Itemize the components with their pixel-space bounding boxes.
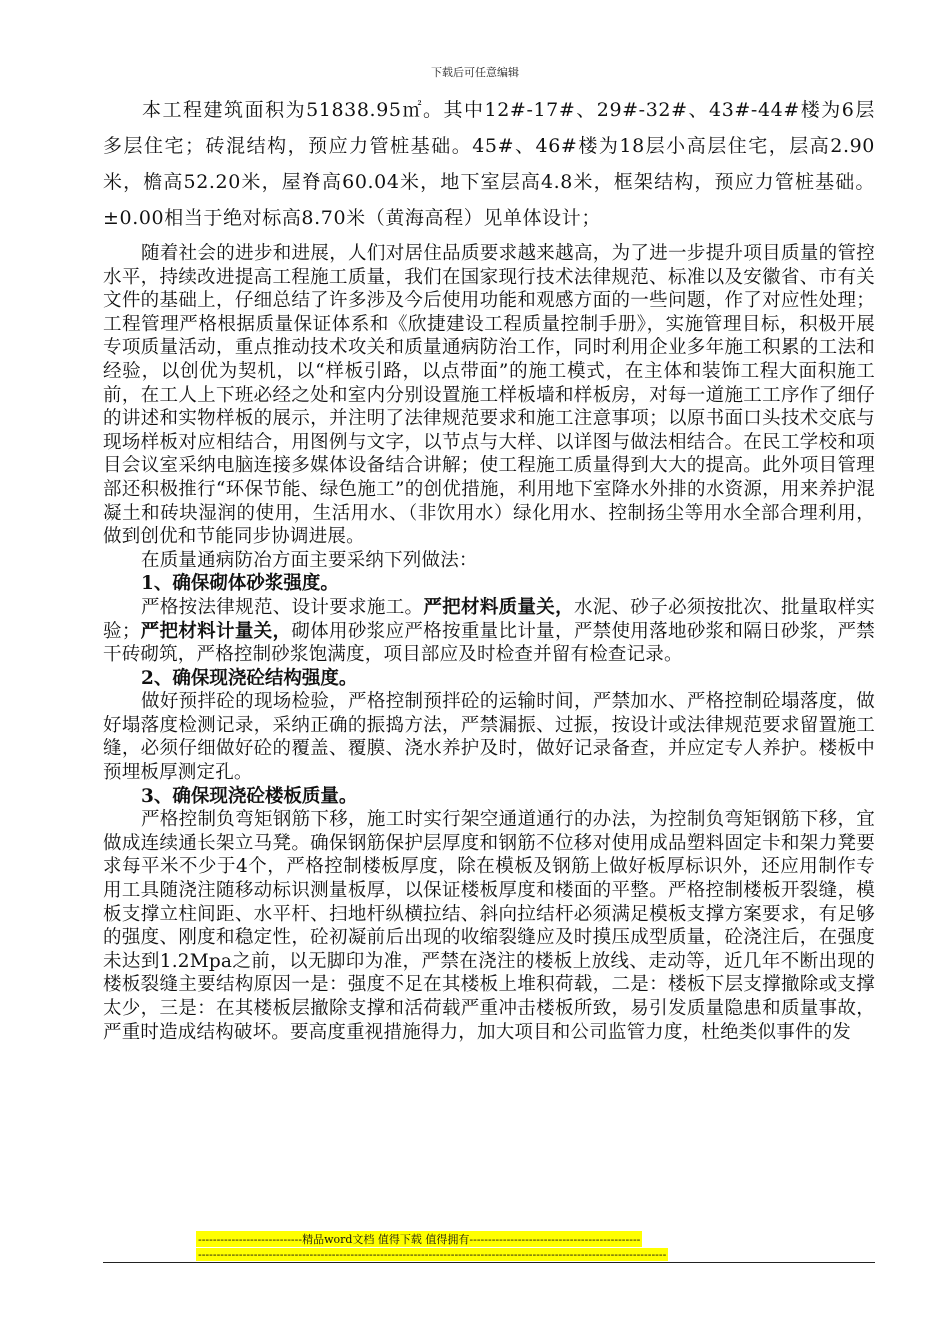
page-header: 下载后可任意编辑 xyxy=(431,66,519,79)
paragraph-concrete-strength: 做好预拌砼的现场检验，严格控制预拌砼的运输时间，严禁加水、严格控制砼塌落度，做好塌落度检测记录，采纳正确的振捣方法，严禁漏振、过振，按设计或法律规范要求留置施工缝，必须仔细做好砼的覆盖、覆膜、浇水养护及时，做好记录备查，并应定专人养护。楼板中预埋板厚测定孔。 xyxy=(103,691,875,784)
text-segment: 砌体用砂浆应严格按重量比计量，严禁使用落地砂浆和隔日砂浆，严禁干砖砌筑，严格控制砂浆饱满度，项目部应及时检查并留有检查记录。 xyxy=(103,620,876,666)
text-segment: 水泥、砂子必须按批次、批量取样实验； xyxy=(103,596,875,642)
document-body xyxy=(103,92,875,1044)
paragraph-slab-quality: 严格控制负弯矩钢筋下移，施工时实行架空通道通行的办法，为控制负弯矩钢筋下移，宜做成连续通长架立马凳。确保钢筋保护层厚度和钢筋不位移对使用成品塑料固定卡和架力凳要求每平米不少于4个，严格控制楼板厚度，除在模板及钢筋上做好板厚标识外，还应用制作专用工具随浇注随移动标识测量板厚，以保证楼板厚度和楼面的平整。严格控制楼板开裂缝，模板支撑立柱间距、水平杆、扫地杆纵横拉结、斜向拉结杆必须满足模板支撑方案要求，有足够的强度、刚度和稳定性，砼初凝前后出现的收缩裂缝应及时摸压成型质量，砼浇注后，在强度未达到1.2Mpa之前，以无脚印为准，严禁在浇注的楼板上放线、走动等，近几年不断出现的楼板裂缝主要结构原因一是：强度不足在其楼板上堆积荷载，二是：楼板下层支撑撤除或支撑太少，三是：在其楼板层撤除支撑和活荷载严重冲击楼板所致，易引发质量隐患和质量事故，严重时造成结构破坏。要高度重视措施得力，加大项目和公司监管力度，杜绝类似事件的发 xyxy=(103,809,875,1043)
paragraph-project-overview: 本工程建筑面积为51838.95㎡。其中12#-17#、29#-32#、43#-44#楼为6层多层住宅；砖混结构，预应力管桩基础。45#、46#楼为18层小高层住宅，层高2.90米，檐高52.20米，屋脊高60.04米，地下室层高4.8米，框架结构，预应力管桩基础。±0.00相当于绝对标高8.70米（黄海高程）见单体设计； xyxy=(103,99,875,229)
text-segment: 严格按法律规范、设计要求施工。 xyxy=(141,596,424,618)
paragraph-intro-measures: 在质量通病防冶方面主要采纳下列做法： xyxy=(141,549,478,571)
footer-banner xyxy=(196,1231,668,1261)
bold-material-quality: 严把材料质量关， xyxy=(423,596,574,618)
footer-divider xyxy=(103,1262,875,1263)
footer-line-1: ----------------------------精品word文档 值得下载 值得拥有---------------------------------------------- xyxy=(198,1233,641,1246)
heading-mortar-strength: 1、确保砌体砂浆强度。 xyxy=(141,573,339,595)
paragraph-mortar-strength xyxy=(103,596,875,667)
heading-slab-quality: 3、确保现浇砼楼板质量。 xyxy=(141,785,358,807)
footer-line-2: ------------------------------------------------------------------------------------------------------------------------------ xyxy=(198,1248,667,1261)
bold-material-metering: 严把材料计量关， xyxy=(140,620,292,642)
heading-concrete-strength: 2、确保现浇砼结构强度。 xyxy=(141,667,358,689)
paragraph-quality-management: 随着社会的进步和进展，人们对居住品质要求越来越高，为了进一步提升项目质量的管控水平，持续改进提高工程施工质量，我们在国家现行技术法律规范、标准以及安徽省、市有关文件的基础上，仔细总结了许多涉及今后使用功能和观感方面的一些问题，作了对应性处理；工程管理严格根据质量保证体系和《欣捷建设工程质量控制手册》，实施管理目标，积极开展专项质量活动，重点推动技术攻关和质量通病防治工作，同时利用企业多年施工积累的工法和经验，以创优为契机，以“样板引路，以点带面”的施工模式，在主体和装饰工程大面积施工前，在工人上下班必经之处和室内分别设置施工样板墙和样板房，对每一道施工工序作了细仔的讲述和实物样板的展示，并注明了法律规范要求和施工注意事项；以原书面口头技术交底与现场样板对应相结合，用图例与文字，以节点与大样、以详图与做法相结合。在民工学校和项目会议室采纳电脑连接多媒体设备结合讲解；使工程施工质量得到大大的提高。此外项目管理部还积极推行“环保节能、绿色施工”的创优措施，利用地下室降水外排的水资源，用来养护混凝土和砖块湿润的使用，生活用水、（非饮用水）绿化用水、控制扬尘等用水全部合理利用，做到创优和节能同步协调进展。 xyxy=(103,243,875,548)
